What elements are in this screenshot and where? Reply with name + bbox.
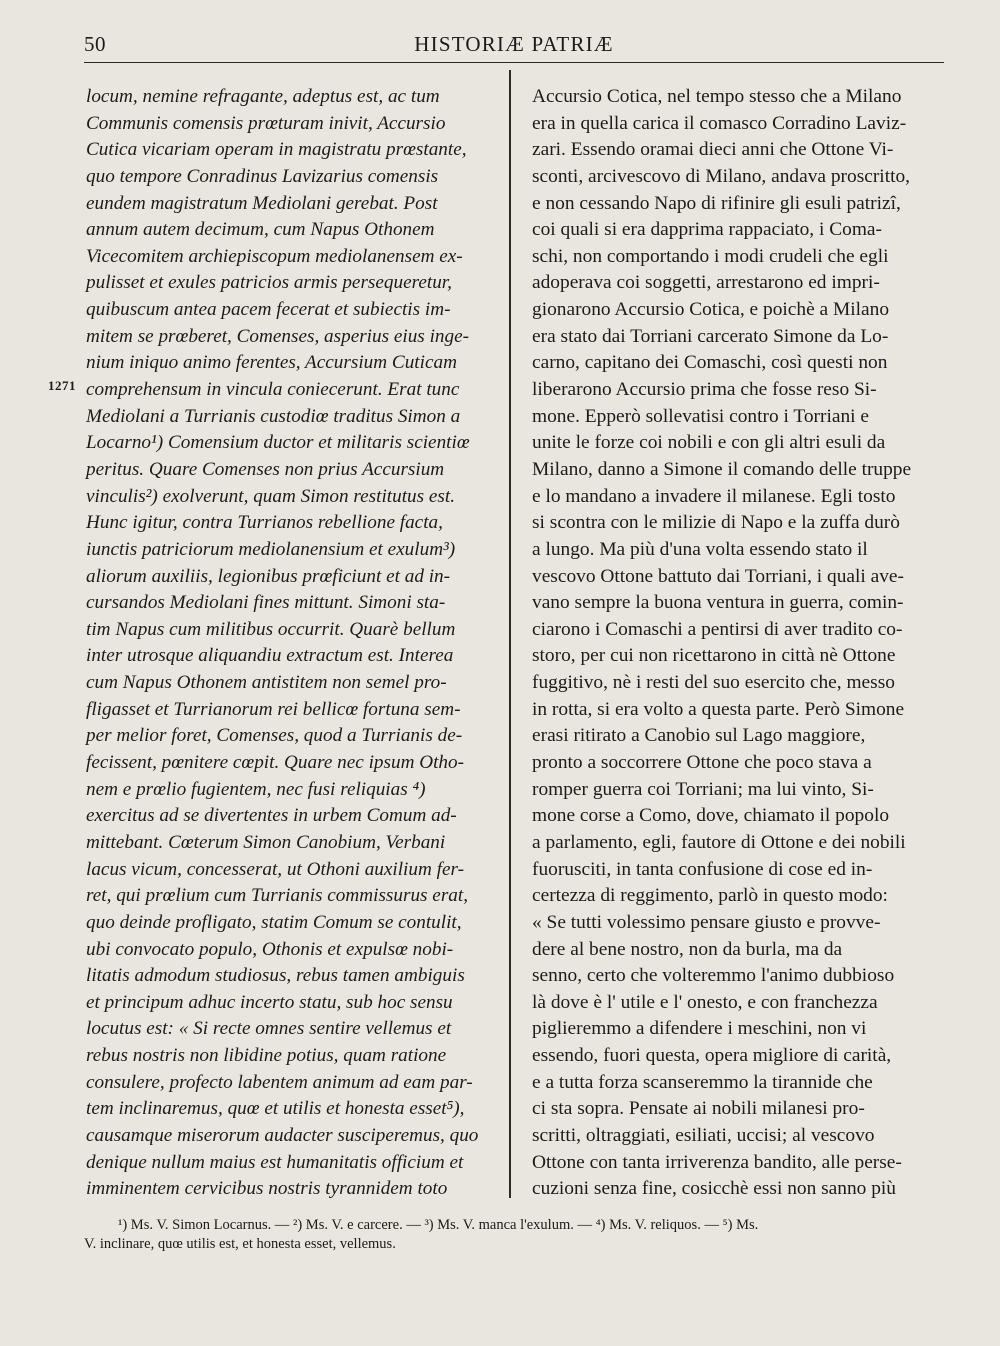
latin-text-line: Vicecomitem archiepiscopum mediolanensem ex-: [86, 245, 463, 267]
latin-text-line: Mediolani a Turrianis custodiœ traditus Simon a: [86, 405, 461, 427]
latin-text-line: peritus. Quare Comenses non prius Accursium: [86, 458, 445, 480]
latin-text-line: comprehensum in vincula coniecerunt. Erat tunc: [86, 379, 460, 401]
latin-text-line: locum, nemine refragante, adeptus est, ac tum: [86, 86, 440, 107]
latin-text-line: fligasset et Turrianorum rei bellicœ fortuna sem-: [86, 698, 461, 720]
latin-text-line: cursandos Mediolani fines mittunt. Simoni sta-: [86, 592, 446, 614]
latin-text-line: quo tempore Conradinus Lavizarius comensis: [86, 165, 439, 187]
latin-text-line: lacus vicum, concesserat, ut Othoni auxilium fer-: [86, 858, 464, 880]
page-number: 50: [84, 32, 106, 56]
italian-text-line: adoperava coi soggetti, arrestarono ed impri-: [532, 272, 880, 294]
italian-text-line: pronto a soccorrere Ottone che poco stava a: [532, 752, 872, 774]
italian-text-line: piglieremmo a difendere i meschini, non vi: [532, 1018, 867, 1040]
italian-text-line: « Se tutti volessimo pensare giusto e provve-: [532, 911, 881, 933]
footnote-line: ¹) Ms. V. Simon Locarnus. — ²) Ms. V. e carcere. — ³) Ms. V. manca l'exulum. — ⁴) Ms. V. reliquos. — ⁵) Ms.: [118, 1217, 759, 1233]
latin-text-column: [86, 84, 488, 1203]
italian-text-line: schi, non comportando i modi crudeli che egli: [532, 245, 889, 267]
margin-year-note: 1271: [48, 378, 76, 393]
italian-text-line: vano sempre la buona ventura in guerra, comin-: [532, 592, 904, 614]
italian-text-line: dere al bene nostro, non da burla, ma da: [532, 938, 843, 960]
footnote-line: V. inclinare, quœ utilis est, et honesta esset, vellemus.: [84, 1236, 396, 1252]
latin-text-line: nium iniquo animo ferentes, Accursium Cuticam: [86, 352, 457, 374]
latin-text-line: Locarno¹) Comensium ductor et militaris scientiœ: [86, 432, 470, 454]
latin-text-line: Hunc igitur, contra Turrianos rebellione facta,: [86, 512, 443, 534]
italian-text-line: unite le forze coi nobili e con gli altri esuli da: [532, 432, 886, 454]
latin-text-line: exercitus ad se divertentes in urbem Comum ad-: [86, 805, 457, 827]
latin-text-line: eundem magistratum Mediolani gerebat. Post: [86, 192, 438, 214]
italian-text-line: ciarono i Comaschi a pentirsi di aver tradito co-: [532, 618, 903, 640]
latin-text-line: pulisset et exules patricios armis persequeretur,: [86, 272, 452, 294]
italian-text-line: e lo mandano a invadere il milanese. Egli tosto: [532, 485, 896, 507]
italian-text-line: cuzioni senza fine, cosicchè essi non sanno più: [532, 1178, 897, 1200]
italian-text-line: fuggitivo, nè i resti del suo esercito che, messo: [532, 672, 895, 694]
italian-text-line: gionarono Accursio Cotica, e poichè a Milano: [532, 299, 890, 321]
italian-text-line: senno, certo che volteremmo l'animo dubbioso: [532, 965, 895, 987]
latin-text-line: Cutica vicariam operam in magistratu prœstante,: [86, 139, 467, 161]
italian-text-line: era stato dai Torriani carcerato Simone da Lo-: [532, 325, 889, 347]
italian-text-line: Accursio Cotica, nel tempo stesso che a Milano: [532, 86, 902, 107]
latin-text-line: vinculis²) exolverunt, quam Simon restitutus est.: [86, 485, 456, 507]
latin-text-line: cum Napus Othonem antistitem non semel pro-: [86, 672, 447, 694]
italian-text-line: ci sta sopra. Pensate ai nobili milanesi pro-: [532, 1098, 865, 1120]
italian-text-column: [532, 84, 948, 1203]
latin-text-line: per melior foret, Comenses, quod a Turrianis de-: [86, 725, 463, 747]
latin-text-line: imminentem cervicibus nostris tyrannidem toto: [86, 1178, 448, 1200]
latin-text-line: annum autem decimum, cum Napus Othonem: [86, 219, 435, 241]
italian-text-line: in rotta, si era volto a questa parte. Però Simone: [532, 698, 905, 720]
latin-text-line: tim Napus cum militibus occurrit. Quarè bellum: [86, 618, 456, 640]
italian-text-line: e a tutta forza scanseremmo la tirannide che: [532, 1071, 873, 1093]
latin-text-line: Communis comensis prœturam inivit, Accursio: [86, 112, 446, 134]
italian-text-line: a lungo. Ma più d'una volta essendo stato il: [532, 538, 868, 560]
italian-text-line: liberarono Accursio prima che fosse reso Si-: [532, 379, 877, 401]
latin-text-line: ubi convocato populo, Othonis et expulsœ nobi-: [86, 938, 454, 960]
latin-text-line: litatis admodum studiosus, rebus tamen ambiguis: [86, 965, 465, 987]
latin-text-line: causamque miserorum audacter susciperemus, quo: [86, 1124, 479, 1146]
italian-text-line: certezza di reggimento, parlò in questo modo:: [532, 885, 888, 907]
italian-text-line: coi quali si era dapprima rappaciato, i Coma-: [532, 219, 882, 241]
italian-text-line: essendo, fuori questa, opera migliore di carità,: [532, 1045, 892, 1067]
latin-text-line: ret, qui prœlium cum Turrianis commissurus erat,: [86, 885, 469, 907]
italian-text-line: fuorusciti, in tanta confusione di cose ed in-: [532, 858, 873, 880]
latin-text-line: denique nullum maius est humanitatis officium et: [86, 1151, 464, 1173]
italian-text-line: Milano, danno a Simone il comando delle truppe: [532, 458, 912, 480]
latin-text-line: fecissent, pœnitere cœpit. Quare nec ipsum Otho-: [86, 752, 464, 774]
latin-text-line: mitem se prœberet, Comenses, asperius eius inge-: [86, 325, 469, 347]
italian-text-line: mone. Epperò sollevatisi contro i Torriani e: [532, 405, 869, 427]
italian-text-line: mone corse a Como, dove, chiamato il popolo: [532, 805, 890, 827]
italian-text-line: era in quella carica il comasco Corradino Laviz-: [532, 112, 907, 134]
italian-text-line: sconti, arcivescovo di Milano, andava proscritto,: [532, 165, 911, 187]
italian-text-line: romper guerra coi Torriani; ma lui vinto, Si-: [532, 778, 874, 800]
italian-text-line: Ottone con tanta irriverenza bandito, alle perse-: [532, 1151, 902, 1173]
latin-text-line: nem e prœlio fugientem, nec fusi reliquias ⁴): [86, 778, 426, 800]
footnotes: [84, 1216, 964, 1254]
italian-text-line: a parlamento, egli, fautore di Ottone e dei nobili: [532, 831, 906, 853]
latin-text-line: rebus nostris non libidine potius, quam ratione: [86, 1045, 447, 1067]
italian-text-line: vescovo Ottone battuto dai Torriani, i quali ave-: [532, 565, 904, 587]
latin-text-line: quibuscum antea pacem fecerat et subiectis im-: [86, 299, 451, 321]
latin-text-line: tem inclinaremus, quœ et utilis et honesta esset⁵),: [86, 1098, 465, 1120]
latin-text-line: locutus est: « Si recte omnes sentire vellemus et: [86, 1018, 452, 1040]
latin-text-line: aliorum auxiliis, legionibus prœficiunt et ad in-: [86, 565, 451, 587]
italian-text-line: e non cessando Napo di rifinire gli esuli patrizî,: [532, 192, 901, 214]
italian-text-line: zari. Essendo oramai dieci anni che Ottone Vi-: [532, 139, 894, 161]
latin-text-line: et principum adhuc incerto statu, sub hoc sensu: [86, 991, 453, 1013]
column-divider: [509, 70, 511, 1198]
latin-text-line: inter utrosque aliquandiu extractum est. Interea: [86, 645, 454, 667]
italian-text-line: là dove è l' utile e l' onesto, e con franchezza: [532, 991, 878, 1013]
italian-text-line: si scontra con le milizie di Napo e la zuffa durò: [532, 512, 900, 534]
running-title: HISTORIÆ PATRIÆ: [414, 32, 614, 56]
latin-text-line: mittebant. Cœterum Simon Canobium, Verbani: [86, 831, 446, 853]
latin-text-line: iunctis patriciorum mediolanensium et exulum³): [86, 538, 456, 560]
italian-text-line: erasi ritirato a Canobio sul Lago maggiore,: [532, 725, 866, 747]
page-header: [84, 30, 944, 63]
italian-text-line: scritti, oltraggiati, esiliati, uccisi; al vescovo: [532, 1124, 875, 1146]
latin-text-line: quo deinde profligato, statim Comum se contulit,: [86, 911, 462, 933]
italian-text-line: storo, per cui non ricettarono in città nè Ottone: [532, 645, 896, 667]
italian-text-line: carno, capitano dei Comaschi, così questi non: [532, 352, 888, 374]
latin-text-line: consulere, profecto labentem animum ad eam par-: [86, 1071, 473, 1093]
